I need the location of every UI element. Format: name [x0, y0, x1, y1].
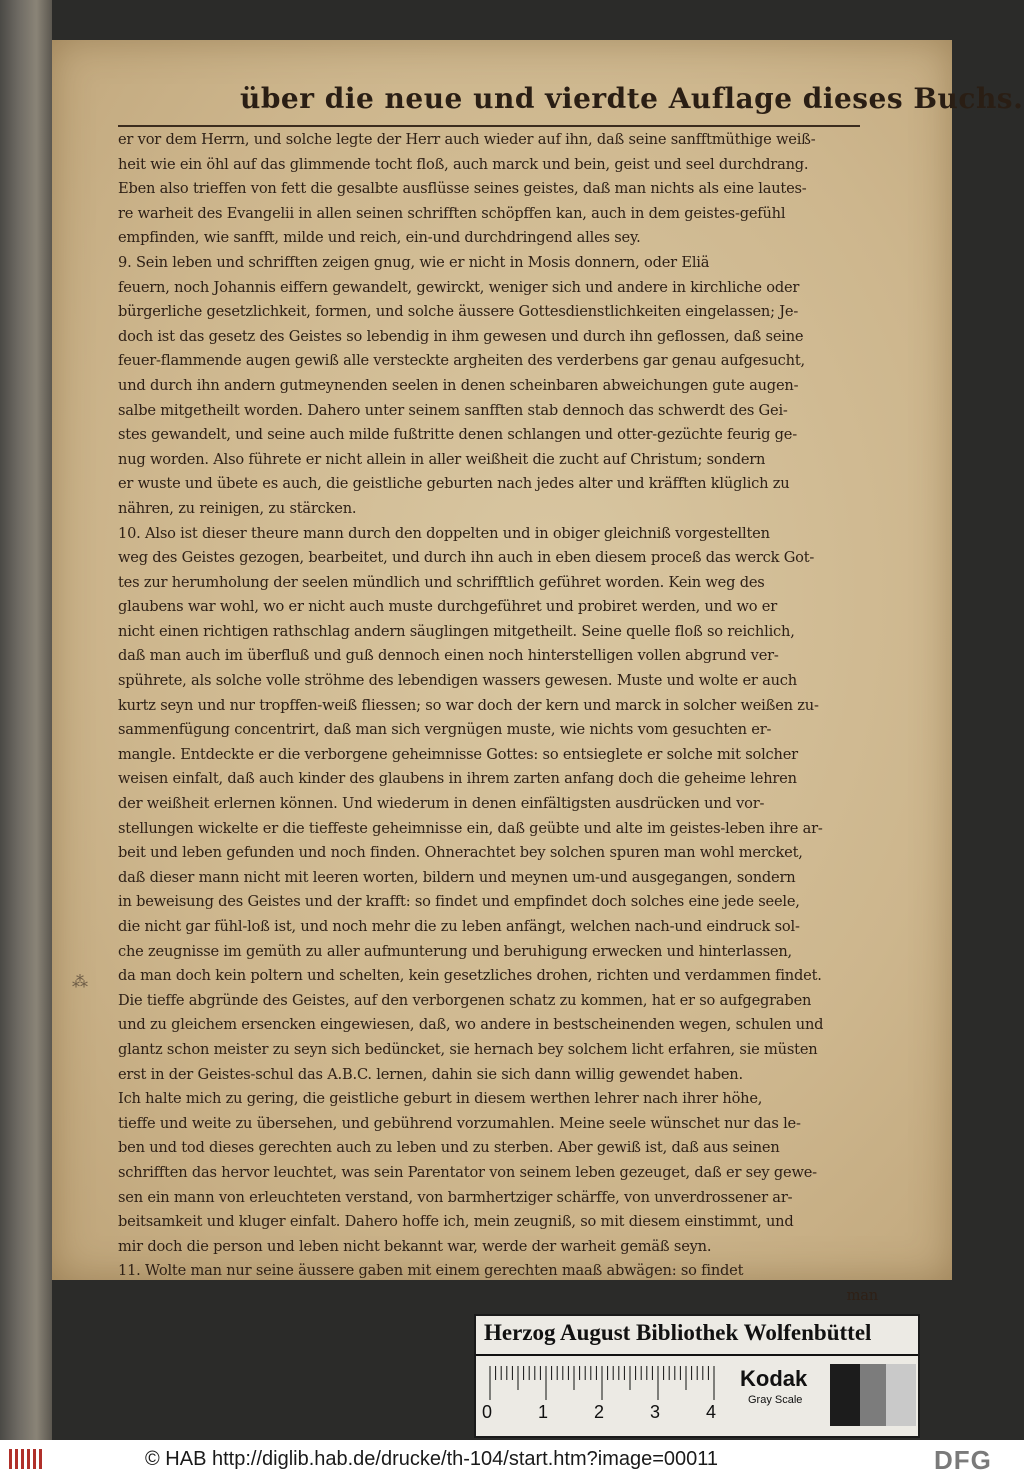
page-body-text	[118, 128, 878, 1309]
text-line: Eben also trieffen von fett die gesalbte ausflüsse seines geistes, daß man nichts als eine lautes-	[118, 180, 807, 198]
ruler-scale	[484, 1362, 734, 1422]
text-line: stellungen wickelte er die tieffeste geheimnisse ein, daß geübte und alte im geistes-leben ihre ar-	[118, 819, 823, 837]
text-line: feuer-flammende augen gewiß alle versteckte argheiten des verderbens gar genau aufgesucht,	[118, 352, 805, 370]
text-line: salbe mitgetheilt worden. Dahero unter seinem sanfften stab dennoch das schwerdt des Gei-	[118, 401, 788, 419]
text-line: Die tieffe abgründe des Geistes, auf den verborgenen schatz zu kommen, hat er so aufgegraben	[118, 991, 812, 1009]
footer-bar	[0, 1440, 1024, 1479]
margin-mark: ⁂	[72, 972, 88, 991]
gray-swatch-light	[886, 1364, 916, 1426]
text-line: er vor dem Herrn, und solche legte der Herr auch wieder auf ihn, daß seine sanfftmüthige weiß-	[118, 131, 816, 148]
ruler-number: 4	[706, 1402, 717, 1422]
text-line: mangle. Entdeckte er die verborgene geheimnisse Gottes: so entsieglete er solche mit solcher	[118, 745, 798, 763]
text-line: stes gewandelt, und seine auch milde fußtritte denen schlangen und otter-gezüchte feurig ge-	[118, 426, 797, 444]
text-line: daß dieser mann nicht mit leeren worten, bildern und meynen um-und ausgegangen, sondern	[118, 868, 796, 886]
text-line: spührete, als solche volle ströhme des lebendigen wassers gewesen. Muste und wolte er auch	[118, 672, 797, 690]
text-line: re warheit des Evangelii in allen seinen schrifften schöpffen kan, auch in dem geistes-gefühl	[118, 204, 786, 222]
text-line: 9. Sein leben und schrifften zeigen gnug, wie er nicht in Mosis donnern, oder Eliä	[118, 253, 710, 271]
gray-swatch-dark	[830, 1364, 860, 1426]
text-line: beitsamkeit und kluger einfalt. Dahero hoffe ich, mein zeugniß, so mit diesem einstimmt, und	[118, 1213, 794, 1231]
text-line: 11. Wolte man nur seine äussere gaben mit einem gerechten maaß abwägen: so findet	[118, 1262, 744, 1280]
text-line: weisen einfalt, daß auch kinder des glaubens in ihrem zarten anfang doch die geheime lehren	[118, 770, 797, 788]
header-rule	[118, 125, 860, 127]
text-line: che zeugnisse im gemüth zu aller aufmunterung und beruhigung erwecken und hinterlassen,	[118, 942, 793, 960]
text-line: nug worden. Also führete er nicht allein in aller weißheit die zucht auf Christum; sondern	[118, 450, 766, 468]
book-edge	[0, 0, 52, 1440]
text-line: da man doch kein poltern und schelten, kein gesetzliches drohen, richten und verdammen findet.	[118, 967, 822, 985]
text-line: daß man auch im überfluß und guß dennoch einen noch hinterstelligen vollen abgrund ver-	[118, 647, 779, 665]
text-line: bürgerliche gesetzlichkeit, formen, und solche äussere Gottesdienstlichkeiten eingelassen; Je-	[118, 303, 799, 321]
gray-scale-label: Gray Scale	[748, 1394, 803, 1406]
text-line: glantz schon meister zu seyn sich bedüncket, sie hernach bey solchem licht erfahren, sie müsten	[118, 1040, 818, 1058]
text-line: tes zur herumholung der seelen mündlich und schrifftlich geführet worden. Kein weg des	[118, 573, 765, 591]
copyright-url[interactable]: © HAB http://diglib.hab.de/drucke/th-104/start.htm?image=00011	[145, 1448, 719, 1470]
kodak-logo: Kodak	[740, 1366, 808, 1391]
card-divider	[476, 1354, 918, 1356]
text-line: er wuste und übete es auch, die geistliche geburten nach jedes alter und kräfften klüglich zu	[118, 475, 790, 493]
text-line: und durch ihn andern gutmeynenden seelen in denen scheinbaren abweichungen gute augen-	[118, 376, 799, 394]
text-line: mir doch die person und leben nicht bekannt war, werde der warheit gemäß seyn.	[118, 1237, 712, 1255]
ruler-number: 3	[650, 1402, 661, 1422]
text-line: Ich halte mich zu gering, die geistliche geburt in diesem werthen lehrer nach ihrer höhe,	[118, 1090, 763, 1108]
text-line: beit und leben gefunden und noch finden. Ohnerachtet bey solchen spuren man wohl mercket,	[118, 844, 803, 862]
text-line: und zu gleichem ersencken eingewiesen, daß, wo andere in bestscheinenden wegen, schulen und	[118, 1016, 824, 1034]
dfg-logo: DFG	[934, 1445, 992, 1475]
text-line: in beweisung des Geistes und der krafft: so findet und empfindet doch solches eine jede seele,	[118, 893, 800, 911]
ruler-number: 1	[538, 1402, 549, 1422]
text-line: 10. Also ist dieser theure mann durch den doppelten und in obiger gleichniß vorgestellten	[118, 524, 770, 542]
text-line: kurtz seyn und nur tropffen-weiß fliessen; so war doch der kern und marck in solcher weißen zu-	[118, 696, 819, 714]
text-line: sammenfügung concentrirt, daß man sich vergnügen muste, wie nichts vom gesuchten er-	[118, 721, 772, 739]
text-line: sen ein mann von erleuchteten verstand, von barmhertziger schärffe, von unverdrossener ar-	[118, 1188, 793, 1206]
text-line: empfinden, wie sanfft, milde und reich, ein-und durchdringend alles sey.	[118, 229, 641, 247]
text-line: doch ist das gesetz des Geistes so lebendig in ihm gewesen und durch ihn geflossen, daß seine	[118, 327, 804, 345]
text-line: heit wie ein öhl auf das glimmende tocht floß, auch marck und bein, geist und seel durchdrang.	[118, 155, 809, 173]
hab-logo-icon	[8, 1447, 46, 1471]
ruler-number: 0	[482, 1402, 493, 1422]
text-line: tieffe und weite zu übersehen, und gebührend vorzumahlen. Meine seele wünschet nur das le-	[118, 1114, 801, 1132]
library-name: Herzog August Bibliothek Wolfenbüttel	[484, 1320, 872, 1345]
text-line: der weißheit erlernen können. Und wiederum in denen einfältigsten ausdrücken und vor-	[118, 795, 765, 813]
text-line: ben und tod dieses gerechten auch zu leben und zu sterben. Aber gewiß ist, daß aus seinen	[118, 1139, 780, 1157]
ruler-number: 2	[594, 1402, 605, 1422]
text-line: nähren, zu reinigen, zu stärcken.	[118, 499, 357, 517]
text-line: schrifften das hervor leuchtet, was sein Parentator von seinem leben gezeuget, daß er sey gewe-	[118, 1163, 817, 1181]
text-line: glaubens war wohl, wo er nicht auch muste durchgeführet und probiret werden, und wo er	[118, 598, 777, 616]
text-line: feuern, noch Johannis eiffern gewandelt, gewirckt, weniger sich und andere in kirchliche oder	[118, 278, 800, 296]
text-line: weg des Geistes gezogen, bearbeitet, und durch ihn auch in eben diesem proceß das werck Got-	[118, 549, 815, 567]
running-header: über die neue und vierdte Auflage dieses Buchs.	[240, 82, 1024, 115]
text-line: die nicht gar fühl-loß ist, und noch mehr die zu leben anfängt, welchen nach-und eindruck sol-	[118, 918, 800, 935]
text-line: nicht einen richtigen rathschlag andern säuglingen mitgetheilt. Seine quelle floß so reichlich,	[118, 622, 795, 640]
color-scale-card	[474, 1314, 920, 1438]
text-line: erst in der Geistes-schul das A.B.C. lernen, dahin sie sich dann willig gewendet haben.	[118, 1065, 743, 1083]
catchword: man	[846, 1286, 878, 1304]
